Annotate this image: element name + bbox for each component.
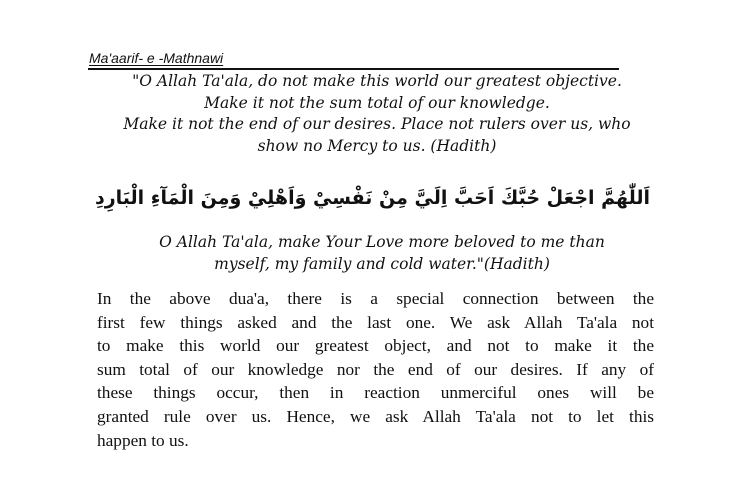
body-line: these things occur, then in reaction unmerciful ones will be bbox=[97, 383, 654, 403]
body-line: happen to us. bbox=[97, 430, 189, 450]
body-line: to make this world our greatest object, and not to make it the bbox=[97, 336, 654, 356]
body-line: In the above dua'a, there is a special connection between the bbox=[97, 289, 654, 308]
quote-line: "O Allah Ta'ala, do not make this world our greatest objective. bbox=[132, 72, 622, 90]
quote-line: myself, my family and cold water."(Hadith) bbox=[214, 254, 550, 273]
hadith-quote-top bbox=[92, 71, 662, 157]
body-line: first few things asked and the last one. We ask Allah Ta'ala not bbox=[97, 312, 654, 332]
running-header-title: Ma'aarif- e -Mathnawi bbox=[89, 50, 224, 66]
header-rule bbox=[88, 68, 619, 70]
body-line: granted rule over us. Hence, we ask Allah Ta'ala not to let this bbox=[97, 406, 654, 426]
body-paragraph bbox=[97, 287, 654, 452]
quote-line: show no Mercy to us. (Hadith) bbox=[257, 136, 497, 155]
quote-line: Make it not the sum total of our knowledge. bbox=[204, 93, 550, 112]
arabic-dua: اَللّٰهُمَّ اجْعَلْ حُبَّكَ اَحَبَّ اِلَيَّ مِنْ نَفْسِيْ وَاَهْلِيْ وَمِنَ الْمَآءِ الْبَارِدِ bbox=[94, 187, 650, 209]
quote-line: O Allah Ta'ala, make Your Love more beloved to me than bbox=[159, 233, 605, 251]
hadith-translation bbox=[112, 232, 652, 275]
quote-line: Make it not the end of our desires. Place not rulers over us, who bbox=[123, 115, 631, 133]
body-line: sum total of our knowledge nor the end of our desires. If any of bbox=[97, 359, 654, 379]
